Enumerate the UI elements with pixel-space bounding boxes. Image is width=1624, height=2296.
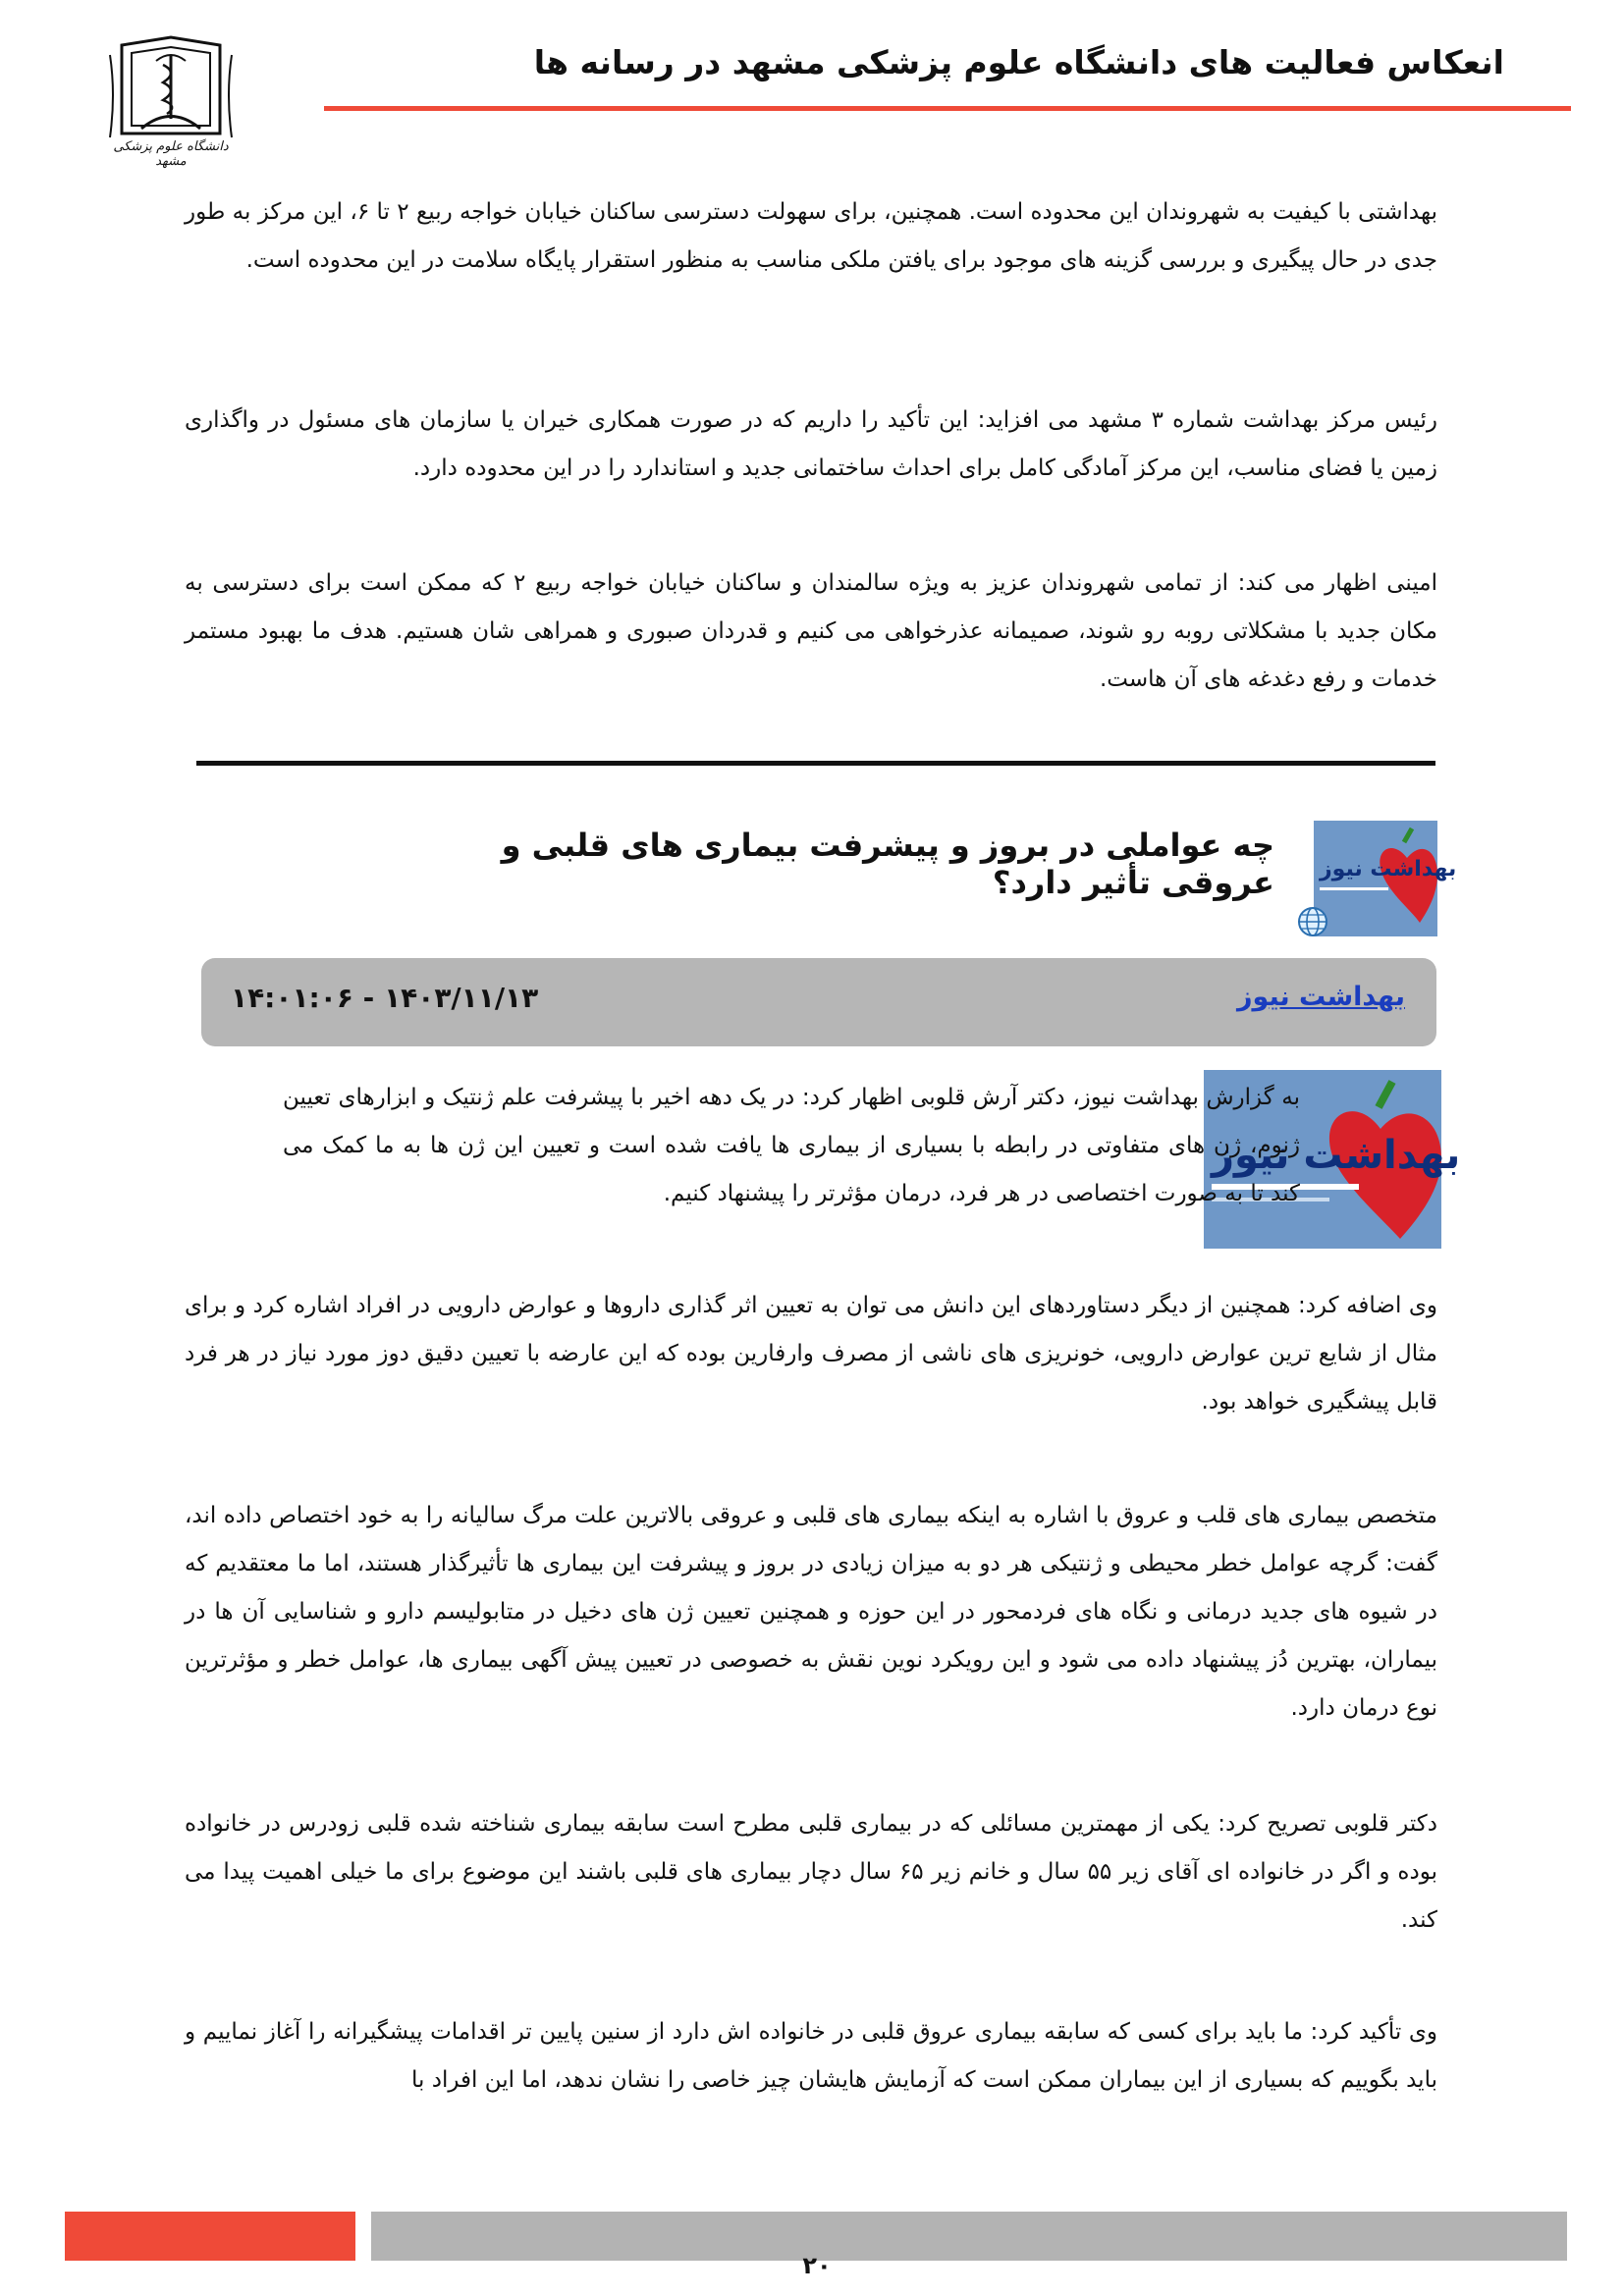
article-title: چه عواملی در بروز و پیشرفت بیماری های قلبی و عروقی تأثیر دارد؟ (501, 827, 1274, 901)
intro-paragraph-3: امینی اظهار می کند: از تمامی شهروندان عزیز به ویژه سالمندان و ساکنان خیابان خواجه ربیع ۲ که ممکن است برای دسترسی به مکان جدید با مشکلاتی روبه رو شوند، صمیمانه عذرخواهی می کنیم و قدردان صبوری و همراهی شان هستیم. هدف ما بهبود مستمر خدمات و رفع دغدغه های آن هاست. (185, 570, 1437, 692)
page-number: ۲۰ (802, 2252, 832, 2279)
header-divider (324, 106, 1571, 111)
article-paragraph-4: وی تأکید کرد: ما باید برای کسی که سابقه بیماری عروق قلبی در خانواده اش دارد از سنین پایین تر اقدامات پیشگیرانه را آغاز نماییم و باید بگوییم که بسیاری از این بیماران ممکن است که آزمایش هایشان چیز خاصی را نشان ندهد، اما این افراد با (185, 2019, 1437, 2093)
globe-icon[interactable] (1296, 905, 1329, 938)
article-paragraph-2: متخصص بیماری های قلب و عروق با اشاره به اینکه بیماری های قلبی و عروقی بالاترین علت مرگ سالیانه را به خود اختصاص داده اند، گفت: گرچه عوامل خطر محیطی و ژنتیکی هر دو به میزان زیادی در بروز و پیشرفت این بیماری ها تأثیرگذار هستند، اما ما معتقدیم که در شیوه های جدید درمانی و نگاه های فردمحور در این حوزه و همچنین تعیین ژن های دخیل در متابولیسم دارو و شناسایی آن ها در بیماران، بهترین دُز پیشنهاد داده می شود و این رویکرد نوین نقش به خصوصی در تعیین پیش آگهی بیماری ها، عوامل خطر و مؤثرترین نوع درمان دارد. (185, 1503, 1437, 1721)
thumbnail-logo-text: بهداشت نیوز (1320, 857, 1457, 881)
article-thumbnail[interactable] (1314, 821, 1457, 936)
page-header-title: انعکاس فعالیت های دانشگاه علوم پزشکی مشهد در رسانه ها (533, 43, 1504, 81)
article-meta-bar (201, 958, 1436, 1046)
footer-accent-bar (65, 2212, 355, 2261)
article-paragraph-1: وی اضافه کرد: همچنین از دیگر دستاوردهای این دانش می توان به تعیین اثر گذاری داروها و عوارض دارویی در افراد اشاره کرد و برای مثال از شایع ترین عوارض دارویی، خونریزی های ناشی از مصرف وارفارین بوده که این عارضه با تعیین دقیق دوز مورد نیاز در هر فرد قابل پیشگیری خواهد بود. (185, 1293, 1437, 1415)
news-source-link[interactable]: بهداشت نیوز (1237, 982, 1405, 1012)
footer-bar (371, 2212, 1567, 2261)
article-lead-paragraph: به گزارش بهداشت نیوز، دکتر آرش قلوبی اظهار کرد: در یک دهه اخیر با پیشرفت علم ژنتیک و ابزارهای تعیین ژنوم، ژن های متفاوتی در رابطه با بسیاری از بیماری ها یافت شده است و تعیین این ژن ها به ما کمک می کند تا به صورت اختصاصی در هر فرد، درمان مؤثرتر را پیشنهاد کنیم. (283, 1085, 1300, 1206)
article-paragraph-3: دکتر قلوبی تصریح کرد: یکی از مهمترین مسائلی که در بیماری قلبی مطرح است سابقه بیماری شناخته شده قلبی زودرس در خانواده بوده و اگر در خانواده ای آقای زیر ۵۵ سال و خانم زیر ۶۵ سال دچار بیماری های قلبی باشند این موضوع برای ما خیلی اهمیت پیدا می کند. (185, 1811, 1437, 1933)
intro-paragraph-1: بهداشتی با کیفیت به شهروندان این محدوده است. همچنین، برای سهولت دسترسی ساکنان خیابان خواجه ربیع ۲ تا ۶، این مرکز به طور جدی در حال پیگیری و بررسی گزینه های موجود برای یافتن ملکی مناسب به منظور استقرار پایگاه سلامت در این محدوده است. (185, 199, 1438, 273)
logo-caption: دانشگاه علوم پزشکی مشهد (113, 139, 229, 169)
section-divider (196, 761, 1435, 766)
intro-paragraph-2: رئیس مرکز بهداشت شماره ۳ مشهد می افزاید: این تأکید را داریم که در صورت همکاری خیران یا سازمان های مسئول در واگذاری زمین یا فضای مناسب، این مرکز آمادگی کامل برای احداث ساختمانی جدید و استاندارد را در این محدوده دارد. (185, 407, 1437, 481)
publish-date: ۱۴۰۳/۱۱/۱۳ - ۱۴:۰۱:۰۶ (231, 982, 539, 1014)
body-image-logo-text: بهداشت نیوز (1212, 1133, 1461, 1178)
